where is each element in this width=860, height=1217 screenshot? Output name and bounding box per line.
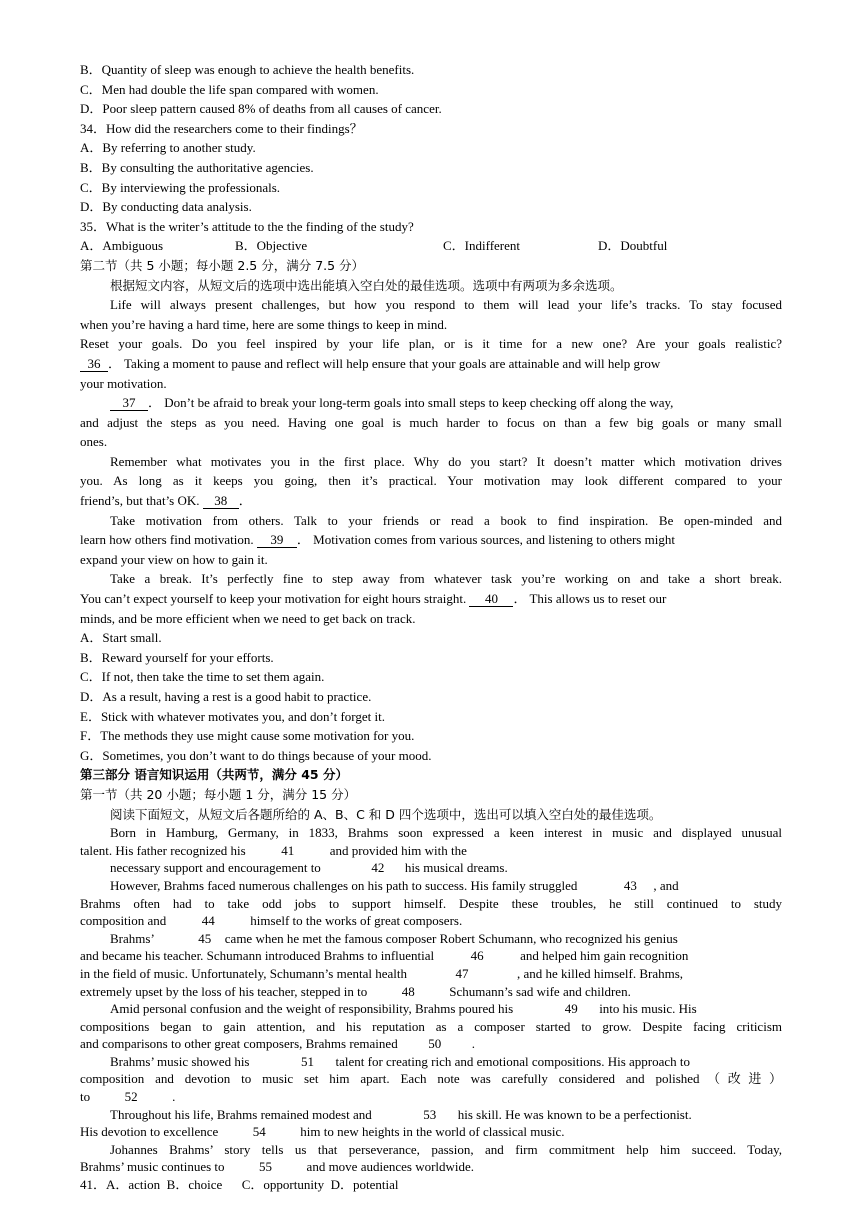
part3-sub-heading: 第一节（共 20 小题；每小题 1 分，满分 15 分） (80, 786, 357, 802)
cloze-blank-49[interactable]: 49 (564, 1001, 578, 1017)
blank-36[interactable]: 36 (80, 357, 108, 372)
option-f: F．The methods they use might cause some motivation for you. (80, 728, 415, 744)
option-a: A．Start small. (80, 630, 162, 646)
cloze-paragraph-5: Brahms’ music showed his 51 talent for creating rich and emotional compositions. His approach to composition and devotion to music set him apart. Each note was carefully considered and polished（改进） to 52 . (80, 1053, 782, 1105)
section2-options (80, 628, 782, 765)
q35-option-a: A．Ambiguous (80, 238, 164, 254)
option-b: B．Reward yourself for your efforts. (80, 649, 274, 665)
exam-page (80, 60, 782, 1194)
cloze-paragraph-4: Amid personal confusion and the weight of responsibility, Brahms poured his 49 into his music. His compositions began to gain attention, and his reputation as a composer started to grow. Despite facing criticism and comparisons to other great composers, Brahms remained 50 . (80, 1001, 782, 1052)
cloze-blank-45[interactable]: 45 (198, 930, 212, 946)
section2-instruction: 根据短文内容，从短文后的选项中选出能填入空白处的最佳选项。选项中有两项为多余选项。 (110, 277, 623, 293)
q34-option-c: C．By interviewing the professionals. (80, 179, 281, 195)
q34-option-d: D．By conducting data analysis. (80, 199, 252, 215)
option-d: D．As a result, having a rest is a good habit to practice. (80, 689, 372, 704)
q34-stem: 34．How did the researchers come to their findings？ (80, 120, 363, 136)
section2-heading: 第二节（共 5 小题；每小题 2.5 分，满分 7.5 分） (80, 257, 365, 273)
q34-option-b: B．By consulting the authoritative agencies. (80, 159, 314, 175)
option-g: G．Sometimes, you don’t want to do things because of your mood. (80, 747, 432, 763)
part3-instruction: 阅读下面短文，从短文后各题所给的 A、B、C 和 D 四个选项中，选出可以填入空白处的最佳选项。 (110, 806, 662, 822)
cloze-blank-44[interactable]: 44 (201, 913, 215, 929)
q33-option-c: C．Men had double the life span compared with women. (80, 81, 379, 97)
cloze-paragraph-2: However, Brahms faced numerous challenges on his path to success. His family struggled 43 , and Brahms often had to take odd jobs to support himself. Despite these troubles, he still continued to study composition and 44 himself to the works of great composers. (80, 877, 782, 929)
cloze-blank-53[interactable]: 53 (423, 1106, 437, 1122)
cloze-paragraph-6: Throughout his life, Brahms remained modest and 53 his skill. He was known to be a perfectionist. His devotion to excellence 54 him to new heights in the world of classical music. (80, 1106, 692, 1140)
cloze-blank-54[interactable]: 54 (252, 1124, 266, 1140)
q41-options: 41．A．action B．choice C．opportunity D．potential (80, 1177, 399, 1193)
blank-37[interactable]: 37 (110, 396, 148, 411)
q35-option-b: B．Objective (235, 238, 308, 254)
q33-option-d: D．Poor sleep pattern caused 8% of deaths from all causes of cancer. (80, 101, 442, 117)
passage-paragraph-3: 37 ． Don’t be afraid to break your long-term goals into small steps to keep checking off along the way, and adjust the steps as you need. Having one goal is much harder to focus on than a few big goals or many small ones. (80, 395, 782, 450)
q33-option-b: B．Quantity of sleep was enough to achieve the health benefits. (80, 62, 415, 77)
q35-option-d: D．Doubtful (598, 238, 668, 254)
q34-option-a: A．By referring to another study. (80, 140, 256, 156)
cloze-blank-43[interactable]: 43 (623, 877, 637, 893)
passage-paragraph-2: Reset your goals. Do you feel inspired by your life plan, or is it time for a new one? Are your goals realistic? 36 ． Taking a moment to pause and reflect will help ensure that your goals are attainable and will help grow your motivation. (80, 336, 782, 391)
cloze-paragraph-1: Born in Hamburg, Germany, in 1833, Brahms soon expressed a keen interest in music and displayed unusual talent. His father recognized his 41 and provided him with the necessary support and encouragement to 42 his musical dreams. (80, 825, 782, 876)
q35-stem: 35．What is the writer’s attitude to the the finding of the study? (80, 218, 414, 234)
cloze-blank-42[interactable]: 42 (371, 860, 385, 876)
part3-heading: 第三部分 语言知识运用（共两节，满分 45 分） (80, 767, 348, 783)
cloze-blank-52[interactable]: 52 (124, 1089, 138, 1105)
cloze-paragraph-3: Brahms’ 45 came when he met the famous composer Robert Schumann, who recognized his genius and became his teacher. Schumann introduced Brahms to influential 46 and helped him gain recognition in the field of music. Unfortunately, Schumann’s mental health 47 , and he killed himself. Brahms, extremely upset by the loss of his teacher, stepped in to 48 Schumann’s sad wife and children. (80, 930, 689, 999)
option-c: C．If not, then take the time to set them again. (80, 669, 325, 685)
cloze-blank-46[interactable]: 46 (470, 948, 484, 964)
passage-paragraph-1: Life will always present challenges, but how you respond to them will lead your life’s tracks. To stay focused when you’re having a hard time, here are some things to keep in mind. (80, 297, 782, 332)
cloze-paragraph-7: Johannes Brahms’ story tells us that perseverance, passion, and firm commitment help him succeed. Today, Brahms’ music continues to 55 and move audiences worldwide. (80, 1141, 782, 1175)
option-e: E．Stick with whatever motivates you, and don’t forget it. (80, 708, 385, 724)
blank-38[interactable]: 38 (203, 494, 239, 509)
cloze-blank-50[interactable]: 50 (428, 1036, 442, 1052)
cloze-blank-55[interactable]: 55 (259, 1159, 273, 1175)
passage-paragraph-5: Take motivation from others. Talk to your friends or read a book to find inspiration. Be open-minded and learn how others find motivation. 39 ． Motivation comes from various sources, and listening to others might expand your view on how to gain it. (80, 512, 782, 567)
q35-option-c: C．Indifferent (443, 238, 521, 254)
blank-40[interactable]: 40 (469, 592, 513, 607)
cloze-blank-41[interactable]: 41 (281, 842, 295, 858)
cloze-blank-48[interactable]: 48 (401, 983, 415, 999)
cloze-blank-47[interactable]: 47 (455, 965, 469, 981)
passage-paragraph-6: Take a break. It’s perfectly fine to step away from whatever task you’re working on and take a short break. You can’t expect yourself to keep your motivation for eight hours straight. 40 ． This allows us to reset our minds, and be more efficient when we need to get back on track. (80, 571, 782, 626)
blank-39[interactable]: 39 (257, 533, 297, 548)
cloze-blank-51[interactable]: 51 (301, 1053, 314, 1069)
passage-paragraph-4: Remember what motivates you in the first place. Why do you start? It doesn’t matter which motivation drives you. As long as it keeps you going, then it’s practical. Your motivation may look different compared to your friend’s, but that’s OK. 38 ． (80, 453, 782, 509)
q35-options (80, 236, 782, 256)
